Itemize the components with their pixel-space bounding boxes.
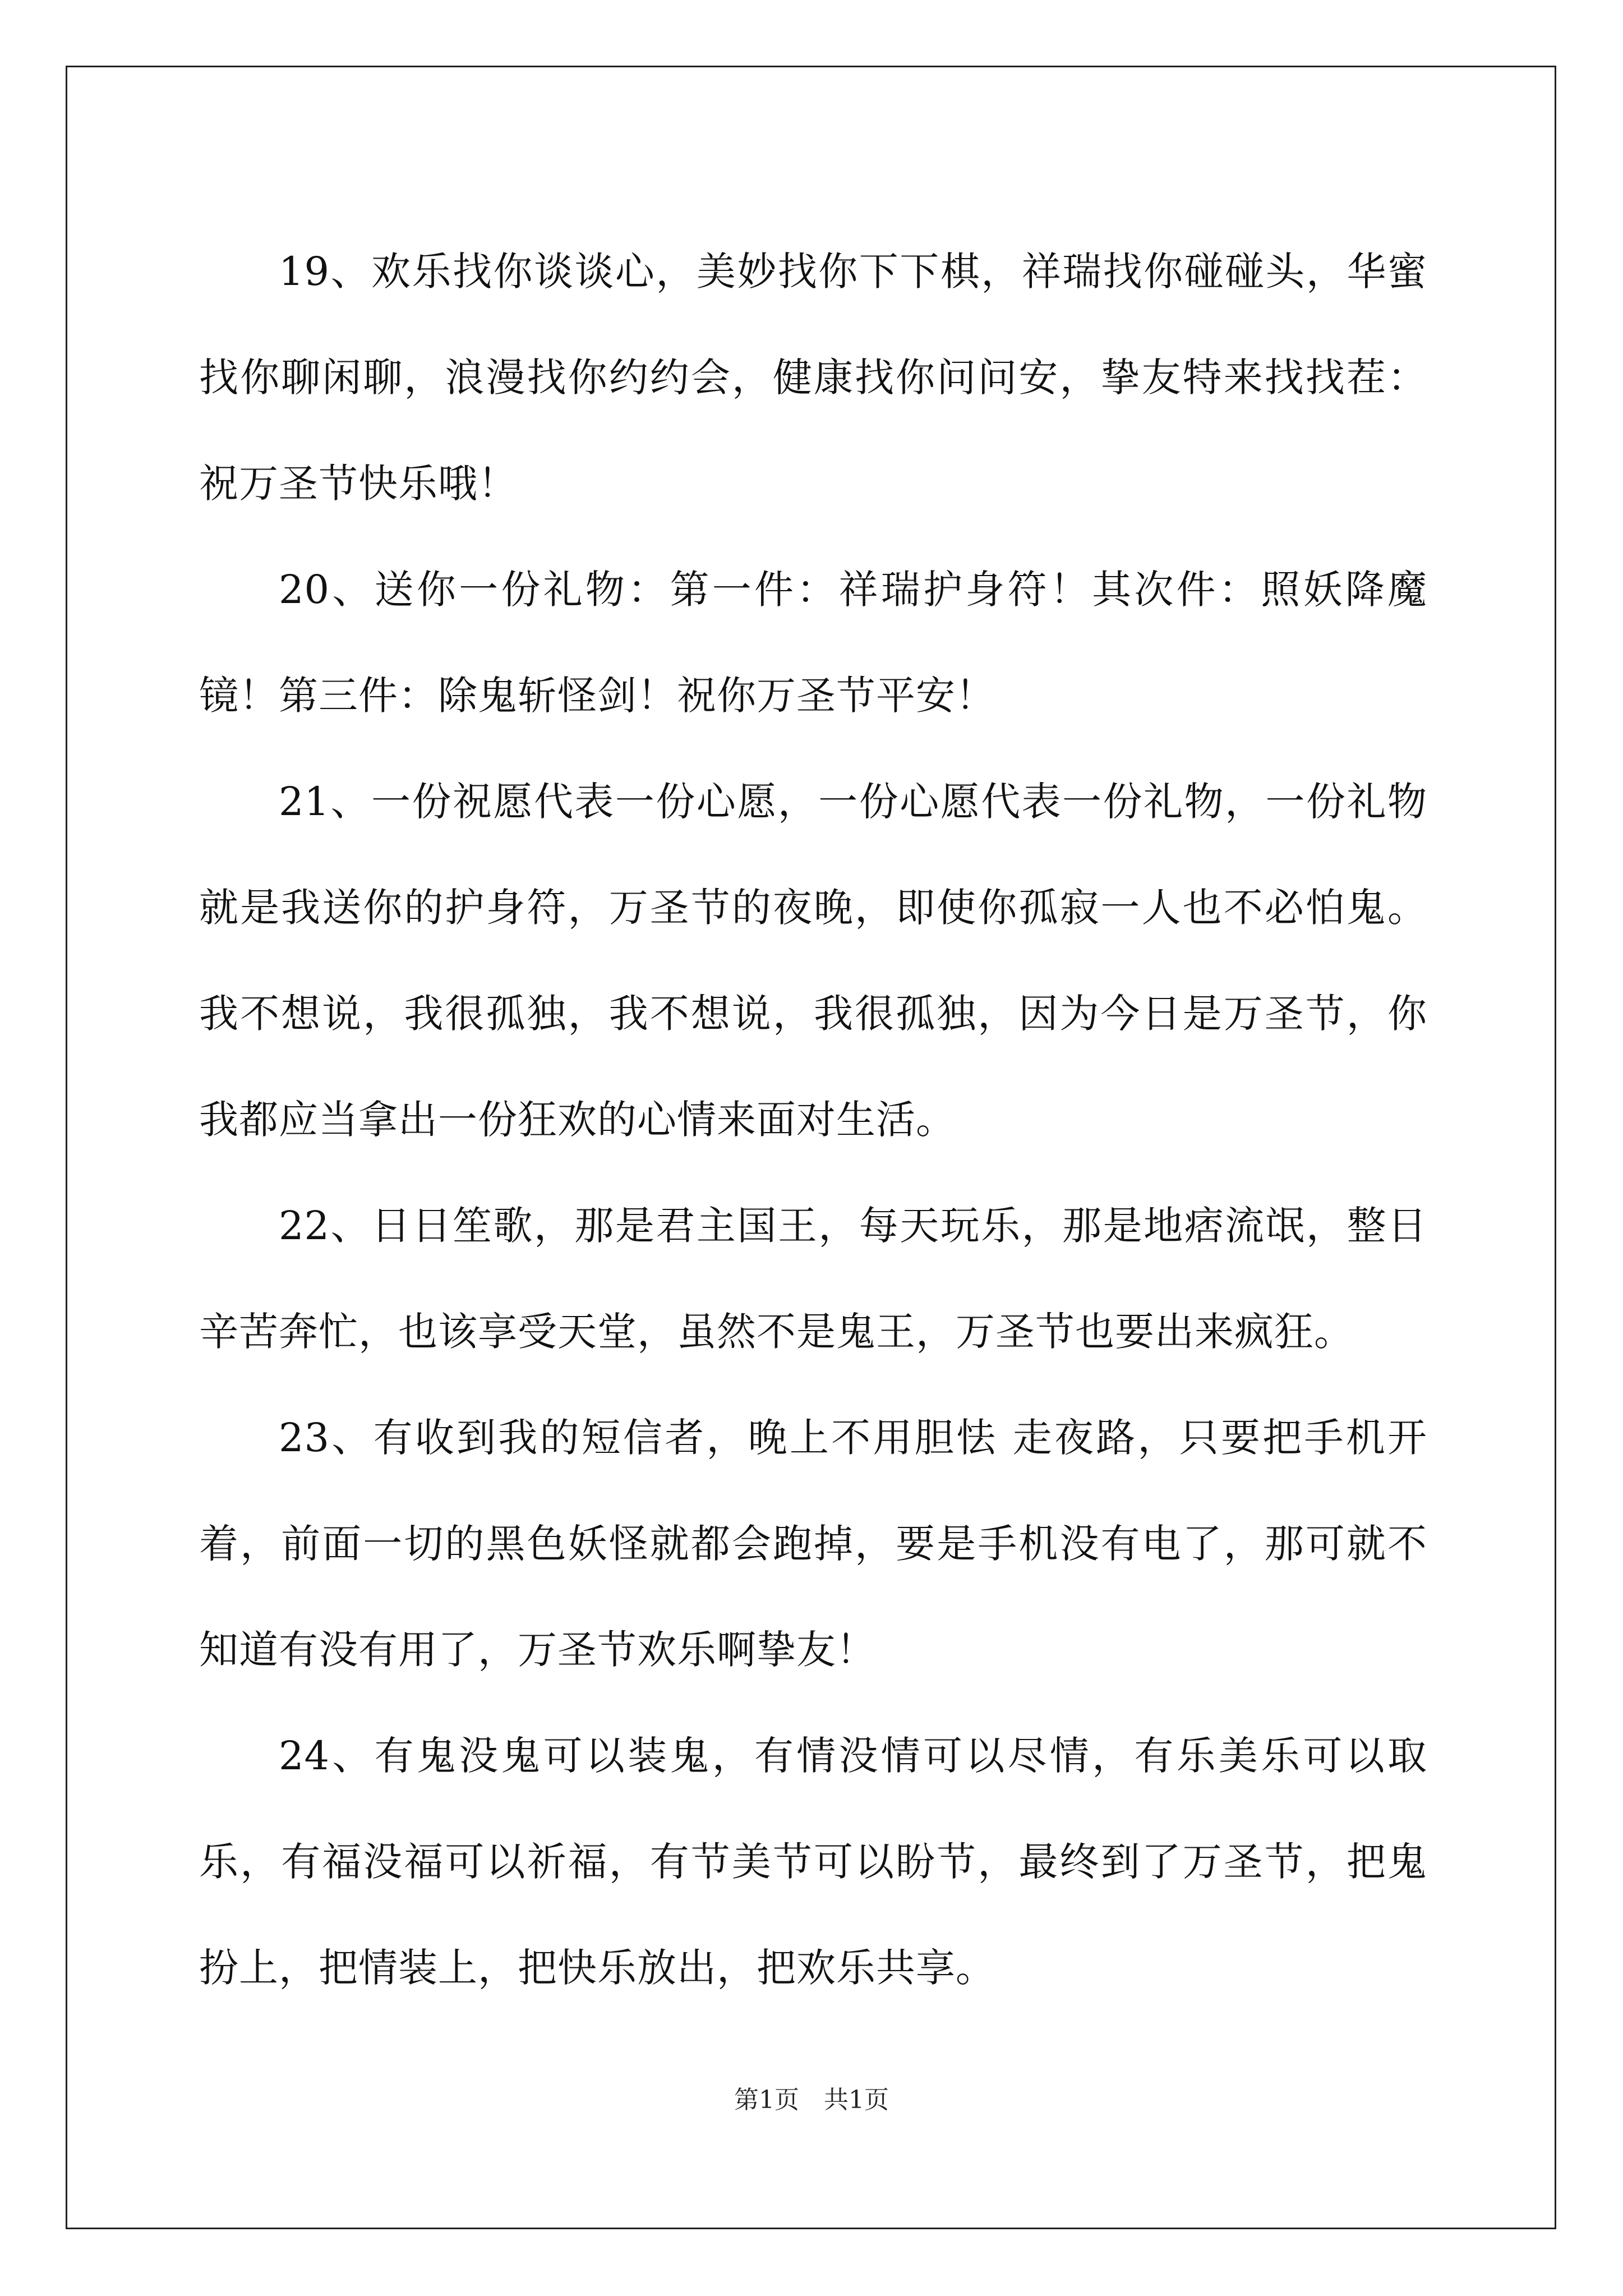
paragraph-22: 22、日日笙歌，那是君主国王，每天玩乐，那是地痞流氓，整日辛苦奔忙，也该享受天堂，虽然不是鬼王，万圣节也要出来疯狂。 [199,1203,1427,1355]
paragraph-24: 24、有鬼没鬼可以装鬼，有情没情可以尽情，有乐美乐可以取乐，有福没福可以祈福，有节美节可以盼节，最终到了万圣节，把鬼扮上，把情装上，把快乐放出，把欢乐共享。 [199,1733,1427,1991]
paragraph-23: 23、有收到我的短信者，晚上不用胆怯 走夜路，只要把手机开着，前面一切的黑色妖怪就都会跑掉，要是手机没有电了，那可就不知道有没有用了，万圣节欢乐啊挚友！ [199,1415,1427,1673]
document-body [199,219,1427,2021]
paragraph-21: 21、一份祝愿代表一份心愿，一份心愿代表一份礼物，一份礼物就是我送你的护身符，万圣节的夜晚，即使你孤寂一人也不必怕鬼。我不想说，我很孤独，我不想说，我很孤独，因为今日是万圣节，你我都应当拿出一份狂欢的心情来面对生活。 [199,779,1427,1143]
paragraph-20: 20、送你一份礼物：第一件：祥瑞护身符！其次件：照妖降魔镜！第三件：除鬼斩怪剑！祝你万圣节平安！ [199,567,1427,719]
page-number-footer: 第1页 共1页 [734,2086,889,2114]
paragraph-19: 19、欢乐找你谈谈心，美妙找你下下棋，祥瑞找你碰碰头，华蜜找你聊闲聊，浪漫找你约约会，健康找你问问安，挚友特来找找茬：祝万圣节快乐哦！ [199,249,1427,507]
